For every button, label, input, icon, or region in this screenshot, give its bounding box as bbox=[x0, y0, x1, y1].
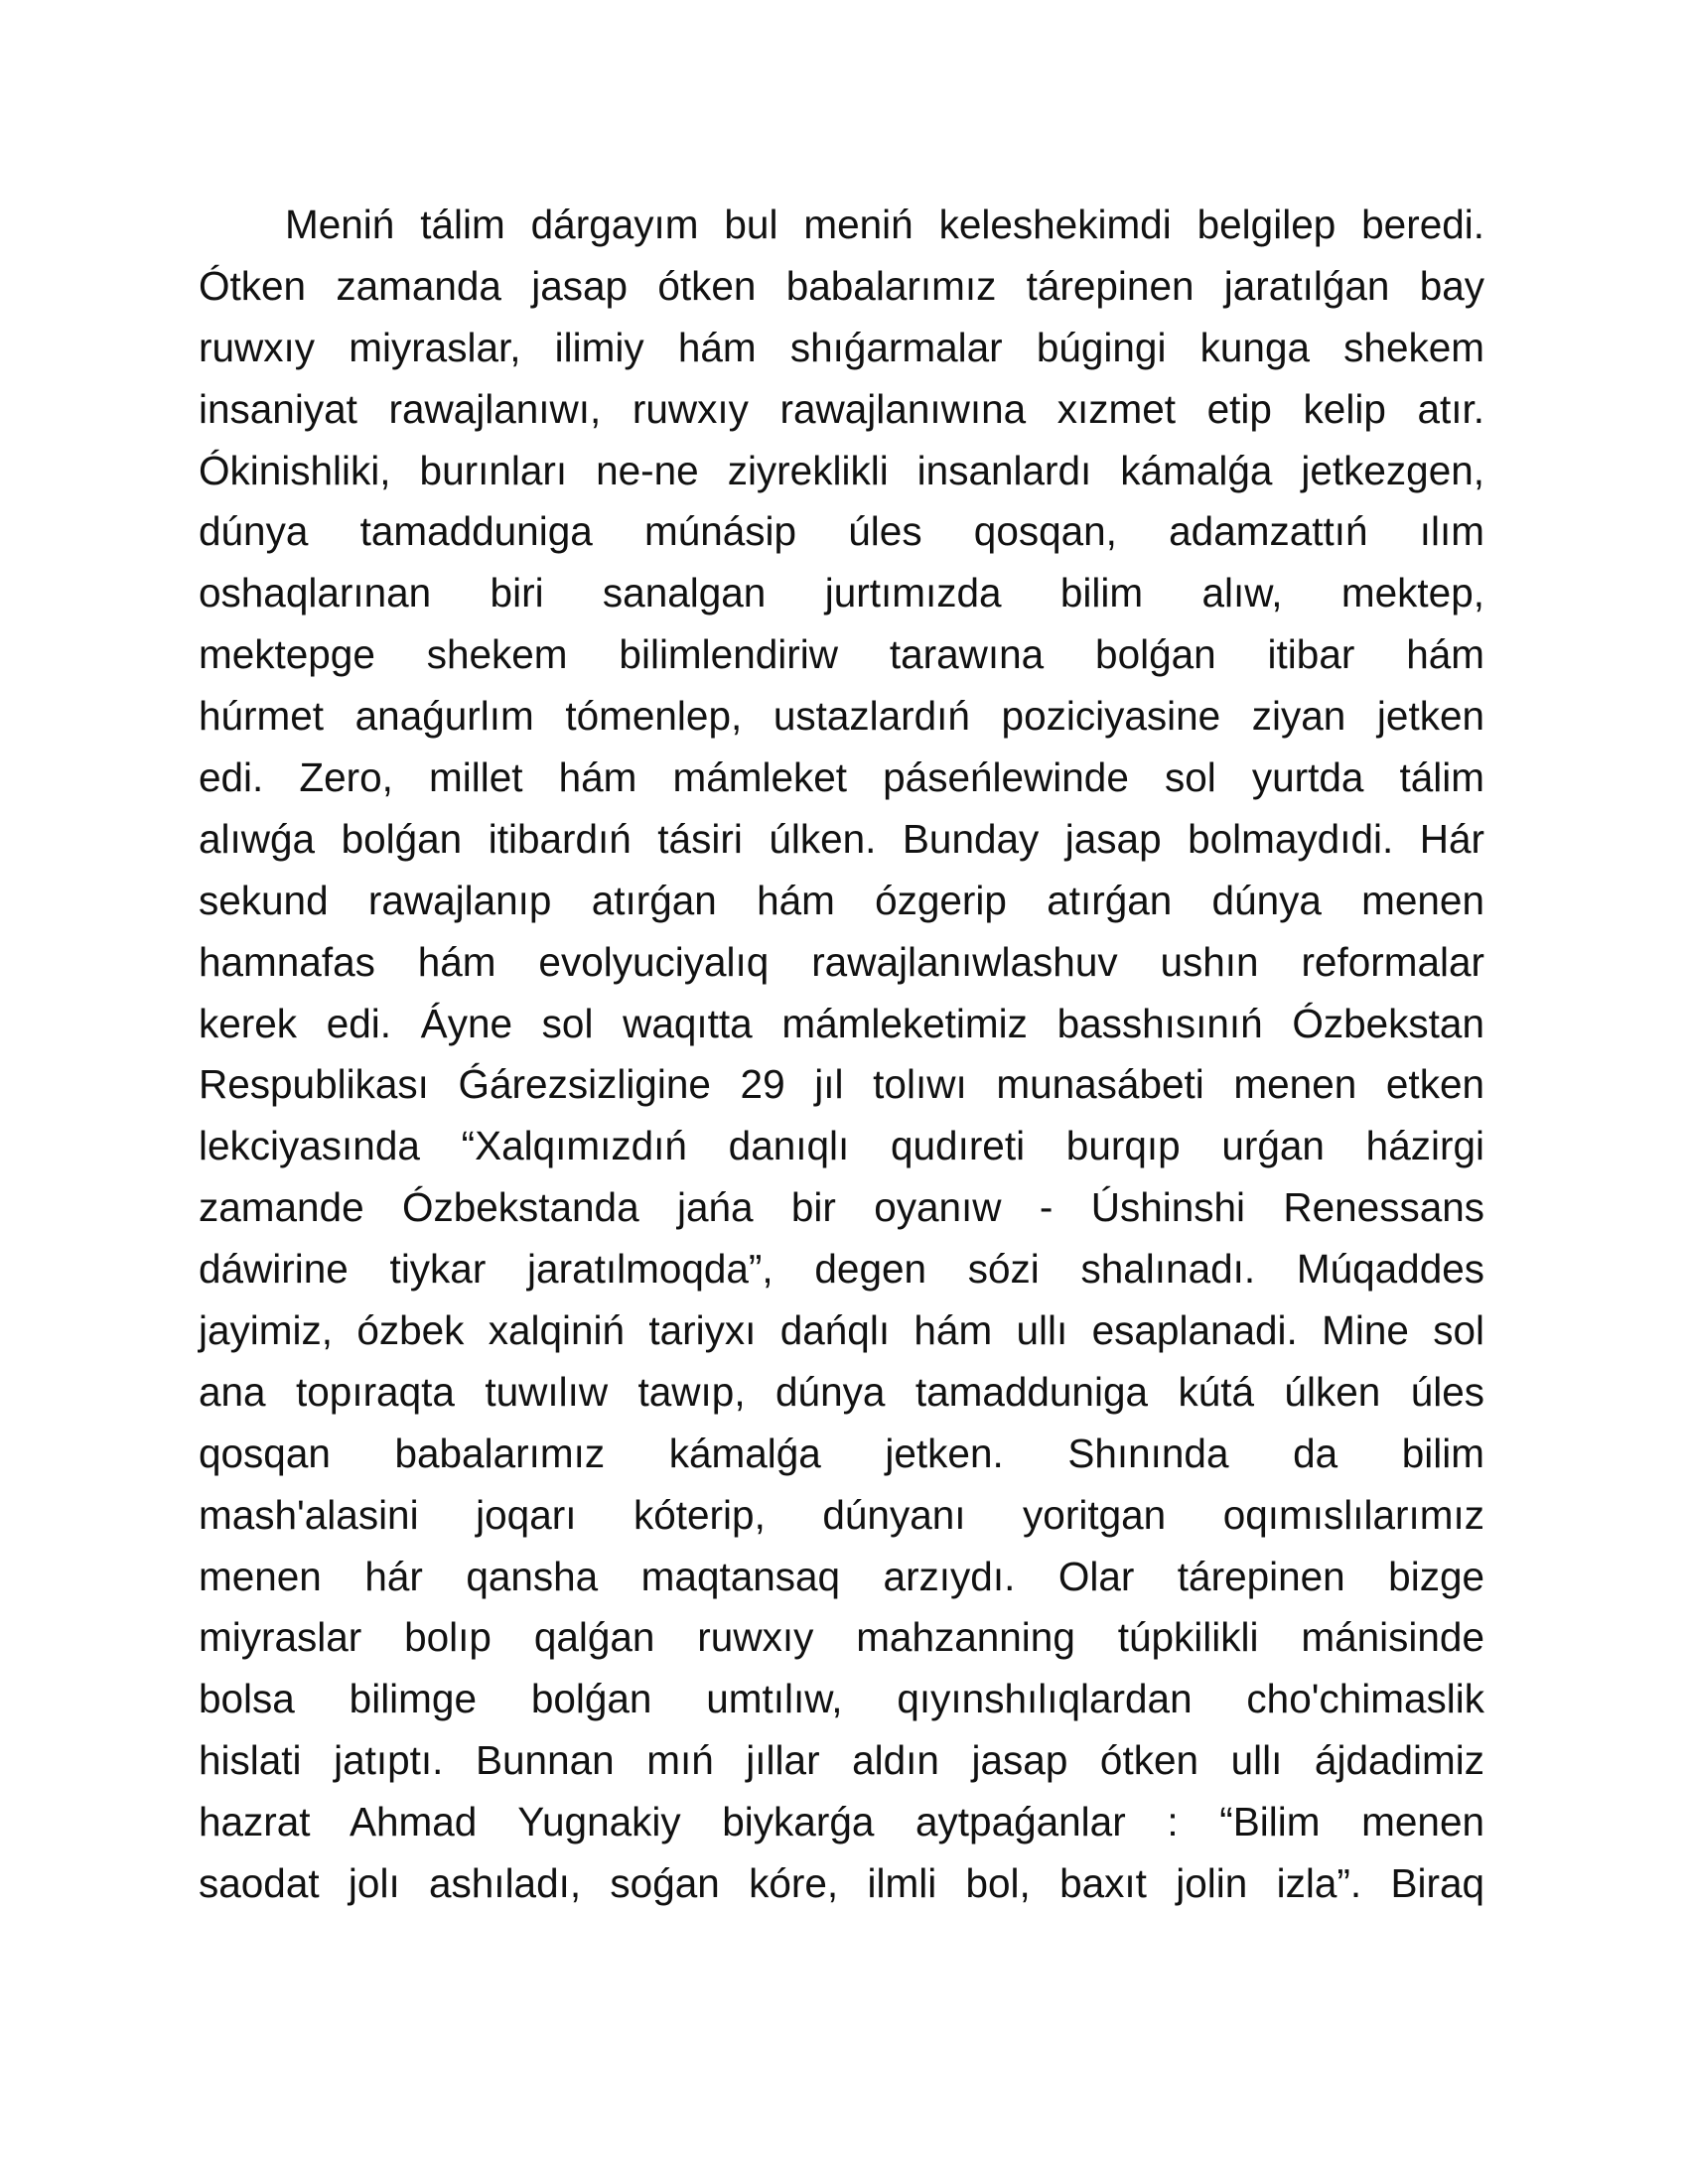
paragraph-line: hazrat Ahmad Yugnakiy biykarǵa aytpaǵanlar : “Bilim menen bbox=[199, 1799, 1484, 1845]
paragraph-line: mash'alasini joqarı kóterip, dúnyanı yoritgan oqımıslılarımız bbox=[199, 1491, 1484, 1538]
paragraph-line: húrmet anaǵurlım tómenlep, ustazlardıń poziciyasine ziyan jetken bbox=[199, 693, 1484, 740]
paragraph-line: zamande Ózbekstanda jańa bir oyanıw - Úshinshi Renessans bbox=[199, 1184, 1484, 1231]
paragraph-line: dúnya tamadduniga múnásip úles qosqan, adamzattıń ılım bbox=[199, 508, 1484, 555]
paragraph-line: ana topıraqta tuwılıw tawıp, dúnya tamadduniga kútá úlken úles bbox=[199, 1368, 1484, 1415]
paragraph-line: lekciyasında “Xalqımızdıń danıqlı qudıreti burqıp urǵan házirgi bbox=[199, 1123, 1484, 1169]
paragraph-line: hislati jatıptı. Bunnan mıń jıllar aldın jasap ótken ullı ájdadimiz bbox=[199, 1737, 1484, 1784]
paragraph-line: jayimiz, ózbek xalqiniń tariyxı dańqlı hám ullı esaplanadi. Mine sol bbox=[199, 1307, 1484, 1354]
body-paragraph bbox=[199, 195, 1484, 1915]
paragraph-line: Ótken zamanda jasap ótken babalarımız tárepinen jaratılǵan bay bbox=[199, 262, 1484, 309]
paragraph-line: mektepge shekem bilimlendiriw tarawına bolǵan itibar hám bbox=[199, 631, 1484, 678]
paragraph-line: Respublikası Ǵárezsizligine 29 jıl tolıwı munasábeti menen etken bbox=[199, 1061, 1484, 1108]
paragraph-line: hamnafas hám evolyuciyalıq rawajlanıwlashuv ushın reformalar bbox=[199, 938, 1484, 985]
paragraph-line: dáwirine tiykar jaratılmoqda”, degen sózi shalınadı. Múqaddes bbox=[199, 1246, 1484, 1293]
paragraph-line: alıwǵa bolǵan itibardıń tásiri úlken. Bunday jasap bolmaydıdi. Hár bbox=[199, 815, 1484, 862]
paragraph-line: sekund rawajlanıp atırǵan hám ózgerip atırǵan dúnya menen bbox=[199, 877, 1484, 923]
paragraph-line: qosqan babalarımız kámalǵa jetken. Shınında da bilim bbox=[199, 1430, 1484, 1476]
paragraph-line: ruwxıy miyraslar, ilimiy hám shıǵarmalar búgingi kunga shekem bbox=[199, 324, 1484, 370]
paragraph-line: insaniyat rawajlanıwı, ruwxıy rawajlanıwına xızmet etip kelip atır. bbox=[199, 385, 1484, 432]
paragraph-line: miyraslar bolıp qalǵan ruwxıy mahzanning túpkilikli mánisinde bbox=[199, 1614, 1484, 1661]
paragraph-line: oshaqlarınan biri sanalgan jurtımızda bilim alıw, mektep, bbox=[199, 570, 1484, 616]
paragraph-line: Meniń tálim dárgayım bul meniń keleshekimdi belgilep beredi. bbox=[285, 202, 1484, 247]
paragraph-line: kerek edi. Áyne sol waqıtta mámleketimiz basshısınıń Ózbekstan bbox=[199, 1000, 1484, 1046]
paragraph-line: saodat jolı ashıladı, soǵan kóre, ilmli bol, baxıt jolin izla”. Biraq bbox=[199, 1860, 1484, 1907]
paragraph-line: bolsa bilimge bolǵan umtılıw, qıyınshılıqlardan cho'chimaslik bbox=[199, 1676, 1484, 1722]
paragraph-line: Ókinishliki, burınları ne-ne ziyreklikli insanlardı kámalǵa jetkezgen, bbox=[199, 447, 1484, 493]
paragraph-line: menen hár qansha maqtansaq arzıydı. Olar tárepinen bizge bbox=[199, 1553, 1484, 1599]
paragraph-line: edi. Zero, millet hám mámleket páseńlewinde sol yurtda tálim bbox=[199, 754, 1484, 801]
